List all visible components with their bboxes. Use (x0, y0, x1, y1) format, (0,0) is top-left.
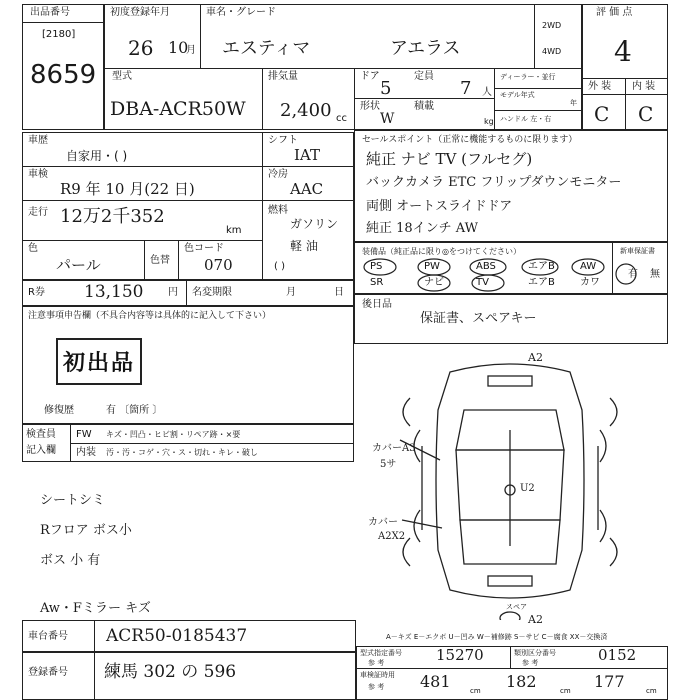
mileage-value: 12万2千352 (60, 206, 165, 227)
load-unit: kg (484, 117, 494, 126)
inspector-label-2: 記入欄 (26, 445, 56, 456)
model-spec-value: 15270 (436, 646, 484, 664)
remark-line-4: Aw・Fミラー キズ (40, 601, 151, 616)
drive-4wd: 4WD (542, 47, 562, 56)
rken-box (22, 280, 354, 306)
spare-label: スペア (506, 603, 527, 611)
lot-sub: [2180] (42, 29, 76, 40)
cap-label: 定員 (414, 71, 434, 82)
after-label: 後日品 (362, 299, 392, 310)
sales-line-2: バックカメラ ETC フリップダウンモニター (366, 175, 622, 190)
color-code-value: 070 (204, 256, 233, 274)
score-value: 4 (614, 35, 632, 68)
damage-left-note-2: 5サ (380, 459, 397, 470)
damage-left-note-1: カバーA3 (372, 443, 416, 454)
ext-label: 外 装 (588, 81, 612, 92)
equip-tv: TV (476, 277, 489, 288)
dealer-label: ディーラー・並行 (500, 73, 556, 81)
rken-unit: 円 (168, 287, 178, 298)
car-name: エスティマ (222, 38, 311, 59)
chassis-value: ACR50-0185437 (106, 626, 248, 646)
sales-label: セールスポイント（正常に機能するものに限ります） (362, 135, 578, 145)
model-spec-label: 型式指定番号 (360, 649, 402, 657)
equip-navi: ナビ (424, 277, 444, 288)
notes-title: 注意事項申告欄（不具合内容等は具体的に記入して下さい） (28, 311, 272, 321)
remark-line-2: Rフロア ボス小 (40, 523, 132, 538)
equip-airbag-2: エアB (528, 277, 555, 288)
inspector-fw-items: キズ・凹凸・ヒビ割・リペア跡・×要 (106, 430, 241, 439)
equipment-label: 装備品（純正品に限り◎をつけてください） (362, 247, 521, 256)
cap-unit: 人 (482, 87, 492, 98)
inspect-value: R9 年 10 月(22 日) (60, 180, 195, 198)
color-change-label: 色替 (150, 255, 170, 266)
equip-abs: ABS (476, 261, 496, 272)
remark-line-1: シートシミ (40, 493, 106, 508)
handle-label: ハンドル 左・右 (500, 115, 552, 123)
equip-pw: PW (424, 261, 440, 272)
disp-unit: cc (336, 113, 347, 124)
shift-value: IAT (294, 146, 320, 164)
damage-left-note-4: A2X2 (378, 531, 406, 542)
dim-unit-1: cm (470, 687, 481, 695)
inspector-int-items: 汚・汚・コゲ・穴・ス・切れ・キレ・破し (106, 448, 258, 457)
equip-sr: SR (370, 277, 384, 288)
warranty-no: 無 (650, 269, 660, 280)
shift-label: シフト (268, 135, 298, 146)
shape-value: W (380, 111, 395, 127)
inspector-label-1: 検査員 (26, 429, 56, 440)
model-year-label: モデル年式 (500, 91, 535, 99)
cool-label: 冷房 (268, 169, 288, 180)
rken-label: R券 (28, 287, 45, 298)
drive-2wd: 2WD (542, 21, 562, 30)
sales-line-1: 純正 ナビ TV (フルセグ) (366, 150, 533, 168)
sales-line-3: 両側 オートスライドドア (366, 199, 513, 214)
inspector-fw: FW (76, 429, 92, 440)
dim-height: 177 (594, 672, 625, 691)
remark-line-3: ボス 小 有 (40, 553, 101, 568)
color-value: パール (56, 256, 101, 274)
load-label: 積載 (414, 101, 434, 112)
chassis-label: 車台番号 (28, 631, 68, 642)
damage-a2-bottom: A2 (528, 613, 543, 626)
car-grade: アエラス (390, 38, 461, 59)
inspect-label: 車検 (28, 169, 48, 180)
class-label: 類別区分番号 (514, 649, 556, 657)
warranty-yes: 有 (628, 269, 638, 280)
car-diagram (360, 350, 660, 620)
equip-leather: カワ (580, 277, 600, 288)
int-label: 内 装 (632, 81, 656, 92)
lot-label: 出品番号 (30, 7, 70, 18)
disp-label: 排気量 (268, 71, 298, 82)
paren-2: ( ) (274, 261, 285, 272)
fuel-alt: 軽 油 (290, 239, 318, 253)
ext-grade: C (594, 102, 610, 126)
equipment-circles (354, 242, 668, 294)
class-value: 0152 (598, 646, 637, 664)
model-year-unit: 年 (570, 99, 577, 107)
first-listing-stamp: 初出品 (56, 338, 142, 385)
history-label: 車歴 (28, 135, 48, 146)
door-label: ドア (360, 71, 380, 82)
reg-label: 初度登録年月 (110, 7, 170, 18)
shape-label: 形状 (360, 101, 380, 112)
mileage-unit: km (226, 225, 242, 236)
tax-day: 日 (334, 287, 344, 298)
repair-label: 修復歴 (44, 405, 74, 416)
name-label: 車名・グレード (206, 7, 276, 18)
rken-value: 13,150 (84, 282, 144, 302)
after-value: 保証書、スペアキー (420, 311, 537, 326)
reg-year: 26 (128, 36, 154, 60)
cert-label: 車検証時用 (360, 671, 395, 679)
color-label: 色 (28, 243, 38, 254)
lot-number: 8659 (30, 60, 97, 90)
model-value: DBA-ACR50W (110, 98, 246, 120)
dim-unit-2: cm (560, 687, 571, 695)
damage-center-note: U2 (520, 483, 535, 494)
dim-length: 481 (420, 672, 451, 691)
tax-month: 月 (286, 287, 296, 298)
door-value: 5 (380, 78, 392, 99)
reg-month-unit: 月 (186, 45, 196, 56)
inspector-int: 内装 (76, 447, 96, 458)
ref-label-1: 参 考 (368, 659, 385, 667)
equip-ps: PS (370, 261, 383, 272)
damage-a2-top: A2 (528, 351, 543, 364)
cap-value: 7 (460, 78, 472, 99)
score-label: 評 価 点 (596, 7, 633, 18)
fuel-label: 燃料 (268, 205, 288, 216)
fuel-value: ガソリン (290, 217, 339, 231)
reg-month: 10 (168, 38, 189, 57)
dim-unit-3: cm (646, 687, 657, 695)
warranty-label: 新車保証書 (620, 247, 655, 255)
sales-line-4: 純正 18インチ AW (366, 221, 479, 236)
ref-label-3: 参 考 (368, 683, 385, 691)
model-label: 型式 (112, 71, 132, 82)
disp-value: 2,400 (280, 100, 332, 121)
damage-left-note-3: カバー (368, 517, 398, 528)
repair-value: 有 〔箇所 〕 (106, 405, 163, 416)
cool-value: AAC (290, 180, 324, 198)
equip-airbag: エアB (528, 261, 555, 272)
int-grade: C (638, 102, 654, 126)
mileage-label: 走行 (28, 207, 48, 218)
ref-label-2: 参 考 (522, 659, 539, 667)
color-code-label: 色コード (184, 243, 224, 254)
equip-aw: AW (580, 261, 597, 272)
dim-width: 182 (506, 672, 537, 691)
history-value: 自家用・( ) (66, 149, 128, 163)
plate-label: 登録番号 (28, 667, 68, 678)
tax-label: 名変期限 (192, 287, 232, 298)
damage-legend: A－キズ E－エクボ U－凹み W－補修跡 S－サビ C－腐食 XX－交換済 (386, 633, 608, 641)
plate-value: 練馬 302 の 596 (104, 662, 237, 682)
